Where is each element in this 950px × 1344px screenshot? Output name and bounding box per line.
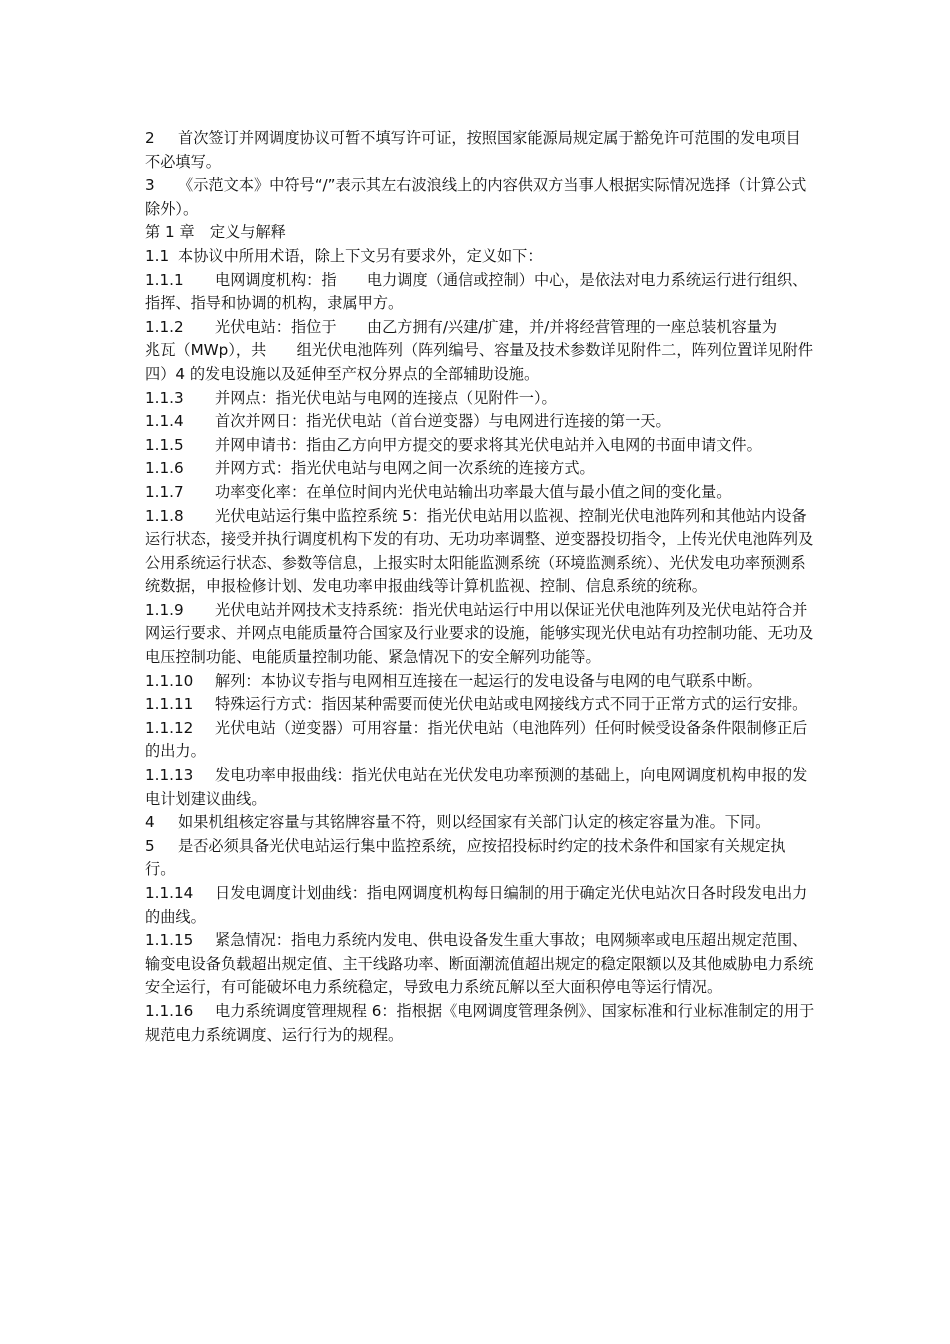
definition-text: 功率变化率：在单位时间内光伏电站输出功率最大值与最小值之间的变化量。 [215,482,732,501]
section-text: 本协议中所用术语，除上下文另有要求外，定义如下： [178,246,543,265]
section-number: 1.1 [145,246,170,265]
definition-1-1-11 [145,693,815,717]
definition-number: 1.1.3 [145,388,184,407]
definition-number: 1.1.15 [145,931,194,950]
definition-text: 解列：本协议专指与电网相互连接在一起运行的发电设备与电网的电气联系中断。 [215,671,762,690]
definition-number: 1.1.6 [145,459,184,478]
definition-1-1-5 [145,434,815,458]
definition-number: 1.1.12 [145,718,194,737]
footnote-number: 2 [145,129,155,147]
definition-1-1-6 [145,457,815,481]
footnote-3 [145,174,815,221]
definition-number: 1.1.9 [145,600,184,619]
definition-text: 发电功率申报曲线：指光伏电站在光伏发电功率预测的基础上，向电网调度机构申报的发电计划建议曲线。 [145,766,808,808]
definition-number: 1.1.14 [145,884,194,902]
definition-number: 1.1.10 [145,671,194,690]
definition-1-1-15 [145,929,815,1000]
definition-1-1-8 [145,505,815,599]
definition-1-1-10 [145,670,815,694]
definition-number: 1.1.2 [145,317,184,336]
footnote-text: 如果机组核定容量与其铭牌容量不符，则以经国家有关部门认定的核定容量为准。下同。 [178,813,771,832]
section-1-1 [145,245,815,269]
definition-number: 1.1.11 [145,695,194,714]
definition-1-1-4 [145,410,815,434]
definition-text: 紧急情况：指电力系统内发电、供电设备发生重大事故；电网频率或电压超出规定范围、输变电设备负载超出规定值、主干线路功率、断面潮流值超出规定的稳定限额以及其他威胁电力系统安全运行，有可能破坏电力系统稳定，导致电力系统瓦解以至大面积停电等运行情况。 [145,931,814,997]
definition-text: 电力系统调度管理规程 6：指根据《电网调度管理条例》、国家标准和行业标准制定的用于规范电力系统调度、运行行为的规程。 [145,1001,815,1044]
definition-1-1-16 [145,1000,815,1047]
document-body [145,127,815,1047]
definition-1-1-2 [145,316,815,387]
footnote-5 [145,835,815,882]
definition-text: 光伏电站：指位于 由乙方拥有/兴建/扩建，并/并将经营管理的一座总装机容量为 兆瓦（MWp），共 组光伏电池阵列（阵列编号、容量及技术参数详见附件二，阵列位置详见附件四）4 的发电设施以及延伸至产权分界点的全部辅助设施。 [145,317,814,383]
chapter-heading: 第 1 章 定义与解释 [145,223,286,242]
footnote-number: 4 [145,813,155,832]
definition-number: 1.1.1 [145,270,184,289]
definition-text: 首次并网日：指光伏电站（首台逆变器）与电网进行连接的第一天。 [215,412,671,431]
footnote-text: 《示范文本》中符号“/”表示其左右波浪线上的内容供双方当事人根据实际情况选择（计算公式除外）。 [145,176,807,218]
definition-text: 光伏电站运行集中监控系统 5：指光伏电站用以监视、控制光伏电池阵列和其他站内设备运行状态，接受并执行调度机构下发的有功、无功功率调整、逆变器投切指令，上传光伏电池阵列及公用系统运行状态、参数等信息，上报实时太阳能监测系统（环境监测系统）、光伏发电功率预测系统数据，申报检修计划、发电功率申报曲线等计算机监视、控制、信息系统的统称。 [145,506,814,596]
definition-text: 并网方式：指光伏电站与电网之间一次系统的连接方式。 [215,459,595,478]
footnote-2 [145,127,815,174]
footnote-number: 5 [145,836,155,855]
definition-text: 并网申请书：指由乙方向甲方提交的要求将其光伏电站并入电网的书面申请文件。 [215,435,762,454]
footnote-number: 3 [145,176,155,195]
definition-1-1-13 [145,764,815,811]
definition-text: 并网点：指光伏电站与电网的连接点（见附件一）。 [215,388,557,407]
definition-1-1-7 [145,481,815,505]
definition-number: 1.1.4 [145,412,184,431]
definition-number: 1.1.7 [145,482,184,501]
definition-1-1-14 [145,882,815,929]
definition-number: 1.1.13 [145,766,194,785]
footnote-4 [145,811,815,835]
definition-1-1-1 [145,269,815,316]
definition-text: 日发电调度计划曲线：指电网调度机构每日编制的用于确定光伏电站次日各时段发电出力的曲线。 [145,884,808,926]
footnote-text: 首次签订并网调度协议可暂不填写许可证，按照国家能源局规定属于豁免许可范围的发电项目不必填写。 [145,129,801,171]
definition-1-1-12 [145,717,815,764]
definition-1-1-3 [145,387,815,411]
definition-text: 特殊运行方式：指因某种需要而使光伏电站或电网接线方式不同于正常方式的运行安排。 [215,695,808,714]
definition-text: 电网调度机构：指 电力调度（通信或控制）中心，是依法对电力系统运行进行组织、指挥、指导和协调的机构，隶属甲方。 [145,270,808,313]
definition-number: 1.1.16 [145,1001,194,1020]
definition-text: 光伏电站并网技术支持系统：指光伏电站运行中用以保证光伏电池阵列及光伏电站符合并网运行要求、并网点电能质量符合国家及行业要求的设施，能够实现光伏电站有功控制功能、无功及电压控制功能、电能质量控制功能、紧急情况下的安全解列功能等。 [145,600,814,667]
definition-number: 1.1.8 [145,506,184,525]
definition-text: 光伏电站（逆变器）可用容量：指光伏电站（电池阵列）任何时候受设备条件限制修正后的出力。 [145,718,808,761]
definition-1-1-9 [145,599,815,670]
footnote-text: 是否必须具备光伏电站运行集中监控系统，应按招投标时约定的技术条件和国家有关规定执行。 [145,836,786,879]
definition-number: 1.1.5 [145,435,184,454]
